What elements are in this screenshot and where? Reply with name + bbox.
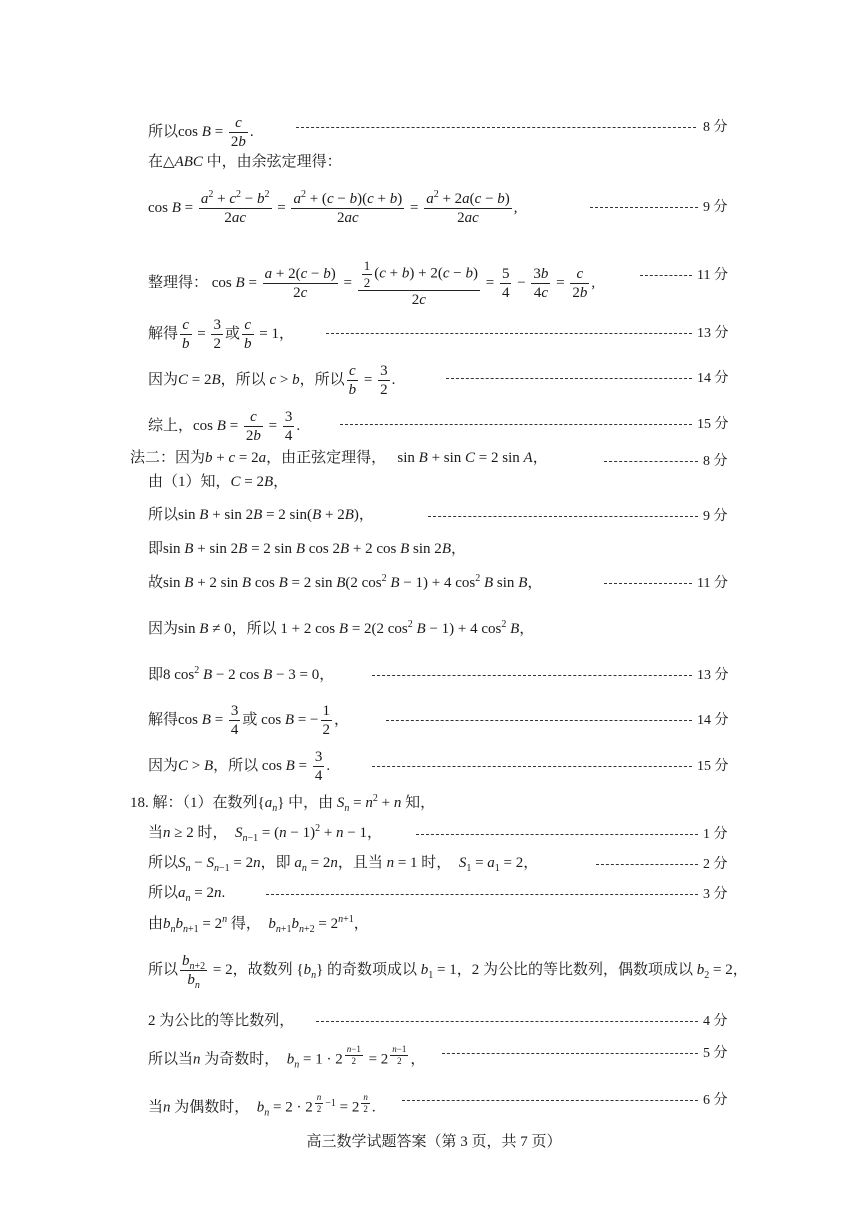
score-mark: 9 分 bbox=[703, 509, 728, 524]
solution-line-4: 整理得： cos B = $\frac{a + 2(c - b)}{2c}$ = $\frac{1}{2}$ (c + b) + 2(c − b) 2c = $\frac{5}{4}$ − $\frac{3b}{4c}$ = $\frac{c}{2b}$ , bbox=[148, 258, 596, 309]
solution-line-13: 因为sin B ≠ 0，所以 1 + 2 cos B = 2(2 $\cos^2 B - 1) + 4$ $\cos^2 B$， bbox=[148, 619, 535, 637]
line-label: 18. 解：（1）在数列 bbox=[130, 795, 258, 811]
solution-line-2: 在△ABC 中，由余弦定理得： bbox=[148, 154, 342, 170]
dot-leader bbox=[596, 864, 698, 865]
solution-line-24: 所以当n 为奇数时， $b_n = 1 \cdot 2$ $^{\frac{n-1}{2}}$ = 2 $^{\frac{n-1}{2}}$ ， bbox=[148, 1044, 426, 1071]
line-label: 在 bbox=[148, 154, 164, 170]
score-mark: 4 分 bbox=[703, 1014, 728, 1029]
solution-line-10: 所以sin B + sin 2B = 2 sin(B + 2B)， bbox=[148, 507, 374, 523]
score-mark: 5 分 bbox=[703, 1046, 728, 1061]
solution-line-9: 由（1）知，C = 2B， bbox=[148, 474, 289, 490]
solution-line-3: cos B = $\frac{a^2 + c^2 - b^2}{2ac}$ = $\frac{a^2 + (c - b)(c + b)}{2ac}$ = $\frac{a^2 + 2a(c - b)}{2ac}$ , bbox=[148, 189, 518, 226]
dot-leader bbox=[590, 207, 698, 208]
dot-leader bbox=[340, 424, 692, 425]
line-label: 综上， bbox=[148, 417, 194, 434]
solution-line-8: 法二：因为b + c = 2a，由正弦定理得， sin B + sin C = 2 sin A， bbox=[130, 450, 548, 466]
dot-leader bbox=[266, 894, 698, 895]
score-mark: 14 分 bbox=[697, 371, 729, 386]
line-label: 因为 bbox=[148, 757, 179, 774]
score-mark: 1 分 bbox=[703, 827, 728, 842]
dot-leader bbox=[402, 1100, 698, 1101]
line-label: 法二：因为 bbox=[130, 450, 206, 466]
line-label: 即 bbox=[148, 667, 164, 683]
dot-leader bbox=[442, 1053, 698, 1054]
line-label: 解得 bbox=[148, 711, 179, 728]
score-mark: 6 分 bbox=[703, 1093, 728, 1108]
solution-line-20: 所以$a_n = 2n$. bbox=[148, 885, 226, 904]
solution-line-15: 解得cos B = $\frac{3}{4}$ 或 cos B = − $\frac{1}{2}$ ， bbox=[148, 703, 350, 738]
line-label: 即 bbox=[148, 541, 164, 557]
solution-line-11: 即sin B + sin 2B = 2 sin B cos 2B + 2 cos B sin 2B， bbox=[148, 541, 466, 557]
line-label: 所以 bbox=[148, 507, 179, 523]
solution-line-6: 因为C = 2B，所以 c > b，所以 $\frac{c}{b}$ = $\frac{3}{2}$ . bbox=[148, 363, 396, 398]
score-mark: 3 分 bbox=[703, 887, 728, 902]
score-mark: 8 分 bbox=[703, 454, 728, 469]
line-label: 因为 bbox=[148, 371, 179, 388]
solution-line-5: 解得 $\frac{c}{b}$ = $\frac{3}{2}$ 或 $\frac{c}{b}$ = 1， bbox=[148, 317, 294, 352]
dot-leader bbox=[372, 766, 692, 767]
dot-leader bbox=[316, 1021, 698, 1022]
score-mark: 11 分 bbox=[697, 268, 728, 283]
score-mark: 11 分 bbox=[697, 576, 728, 591]
dot-leader bbox=[604, 583, 692, 584]
dot-leader bbox=[326, 333, 692, 334]
line-label: 解得 bbox=[148, 325, 179, 342]
score-mark: 15 分 bbox=[697, 417, 729, 432]
score-mark: 13 分 bbox=[697, 326, 729, 341]
solution-line-16: 因为C > B，所以 cos B = $\frac{3}{4}$ . bbox=[148, 749, 331, 784]
line-label: 2 为公比的等比数列， bbox=[148, 1013, 295, 1029]
solution-line-7: 综上，cos B = $\frac{c}{2b}$ = $\frac{3}{4}$ . bbox=[148, 409, 301, 444]
dot-leader bbox=[416, 834, 698, 835]
solution-line-21: 由$b_nb_{n+1} = 2^n$ 得， $b_{n+1}b_{n+2} = 2^{n+1}$， bbox=[148, 914, 369, 935]
line-label: 由（1）知， bbox=[148, 474, 231, 490]
line-label: 当 bbox=[148, 825, 164, 841]
solution-line-22: 所以 $\frac{b_{n+2}}{b_n}$ = 2，故数列 $\{b_n\}$ 的奇数项成以 $b_1 = 1$，2 为公比的等比数列，偶数项成以 $b_2 = 2$， bbox=[148, 953, 748, 991]
solution-line-12: 故sin B + 2 sin B cos B = 2 sin B(2 $\cos^2 B - 1) + 4$ $\cos^2 B$ sin B， bbox=[148, 573, 543, 591]
dot-leader bbox=[428, 516, 698, 517]
score-mark: 2 分 bbox=[703, 857, 728, 872]
line-label: 由 bbox=[148, 916, 164, 932]
line-label: 所以 bbox=[148, 123, 179, 140]
line-label: 整理得： bbox=[148, 275, 209, 292]
score-mark: 13 分 bbox=[697, 668, 729, 683]
solution-line-14: 即8 $\cos^2 B - 2$ cos B − 3 = 0， bbox=[148, 665, 335, 683]
line-label: 因为 bbox=[148, 621, 179, 637]
line-label: 故 bbox=[148, 575, 164, 591]
score-mark: 14 分 bbox=[697, 713, 729, 728]
line-label: 所以 bbox=[148, 855, 179, 871]
solution-line-25: 当n 为偶数时， $b_n = 2 \cdot 2$ $^{\frac{n}{2} -1}$ = 2 $^{\frac{n}{2}}$ . bbox=[148, 1092, 376, 1119]
solution-line-23 bbox=[148, 1014, 294, 1029]
line-label: 所以当 bbox=[148, 1051, 194, 1068]
dot-leader bbox=[386, 720, 692, 721]
score-mark: 9 分 bbox=[703, 200, 728, 215]
dot-leader bbox=[640, 275, 692, 276]
solution-line-19: 所以$S_n - S_{n-1} = 2n$，即 $a_n = 2n$，且当 n = 1 时， $S_1 = a_1 = 2$， bbox=[148, 855, 539, 874]
line-label: 所以 bbox=[148, 885, 179, 901]
page-footer: 高三数学试题答案（第 3 页，共 7 页） bbox=[306, 1134, 562, 1150]
score-mark: 15 分 bbox=[697, 759, 729, 774]
line-label: 所以 bbox=[148, 961, 179, 978]
solution-line-18: 当n ≥ 2 时， $S_{n-1} = (n - 1)^2 + n - 1$， bbox=[148, 823, 383, 844]
dot-leader bbox=[446, 378, 692, 379]
dot-leader bbox=[372, 675, 692, 676]
line-label: 当 bbox=[148, 1099, 164, 1116]
score-mark: 8 分 bbox=[703, 120, 728, 135]
dot-leader bbox=[296, 127, 696, 128]
solution-line-1: 所以cos B = $\frac{c}{2b}$ . bbox=[148, 115, 254, 150]
solution-line-17: 18. 解：（1）在数列$\{a_n\}$ 中，由 $S_n = n^2 + n$ 知， bbox=[130, 793, 436, 814]
dot-leader bbox=[604, 461, 698, 462]
